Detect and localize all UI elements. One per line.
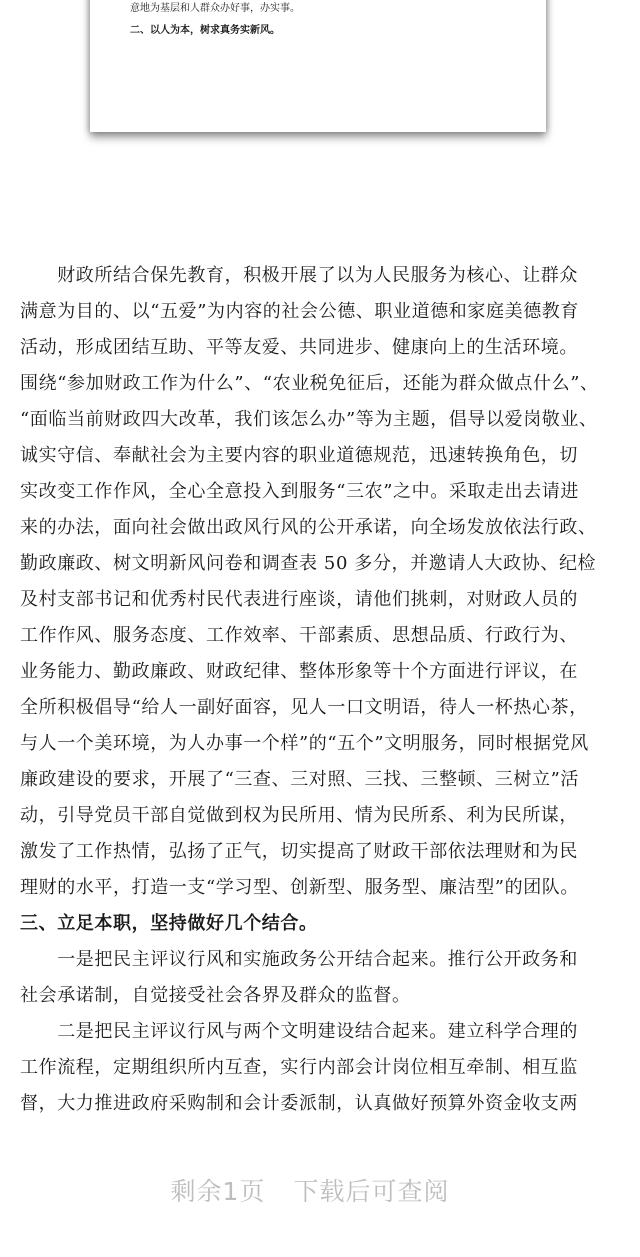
paragraph-line: 诚实守信、奉献社会为主要内容的职业道德规范，迅速转换角色，切: [20, 445, 578, 466]
paragraph-line: 一是把民主评议行风和实施政务公开结合起来。推行公开政务和: [20, 949, 578, 970]
section-heading: 三、立足本职，坚持做好几个结合。: [20, 913, 318, 934]
paragraph-line: 与人一个美环境，为人办事一个样”的“五个”文明服务，同时根据党风: [20, 733, 589, 754]
paragraph-line: 工作作风、服务态度、工作效率、干部素质、思想品质、行政行为、: [20, 625, 578, 646]
download-prompt[interactable]: [0, 1172, 620, 1208]
paragraph-line: 理财的水平，打造一支“学习型、创新型、服务型、廉洁型”的团队。: [20, 877, 580, 898]
paragraph-line: 及村支部书记和优秀村民代表进行座谈，请他们挑刺，对财政人员的: [20, 589, 578, 610]
paragraph-line: 勤政廉政、树文明新风问卷和调查表 50 多分，并邀请人大政协、纪检: [20, 553, 597, 574]
paragraph-line: 围绕“参加财政工作为什么”、“农业税免征后，还能为群众做点什么”、: [20, 373, 599, 394]
paragraph-line: 业务能力、勤政廉政、财政纪律、整体形象等十个方面进行评议，在: [20, 661, 578, 682]
paragraph-line: 工作流程，定期组织所内互查，实行内部会计岗位相互牵制、相互监: [20, 1057, 578, 1078]
paragraph-line: 督，大力推进政府采购制和会计委派制，认真做好预算外资金收支两: [20, 1093, 578, 1114]
paragraph-line: 来的办法，面向社会做出政风行风的公开承诺，向全场发放依法行政、: [20, 517, 597, 538]
paragraph-line: 全所积极倡导“给人一副好面容，见人一口文明语，待人一杯热心茶，: [20, 697, 588, 718]
preview-text-line: 意地为基层和人群众办好事，办实事。: [130, 3, 300, 14]
paragraph-line: 财政所结合保先教育，积极开展了以为人民服务为核心、让群众: [20, 265, 578, 286]
paragraph-line: 满意为目的、以“五爱”为内容的社会公德、职业道德和家庭美德教育: [20, 301, 580, 322]
paragraph-line: 二是把民主评议行风与两个文明建设结合起来。建立科学合理的: [20, 1021, 578, 1042]
remaining-pages-label[interactable]: 剩余1页: [170, 1177, 266, 1206]
paragraph-line: 社会承诺制，自觉接受社会各界及群众的监督。: [20, 985, 411, 1006]
paragraph-line: 活动，形成团结互助、平等友爱、共同进步、健康向上的生活环境。: [20, 337, 578, 358]
page-preview-card: [90, 0, 546, 132]
preview-heading: 二、以人为本，树求真务实新风。: [130, 25, 280, 36]
paragraph-line: 动，引导党员干部自觉做到权为民所用、情为民所系、利为民所谋，: [20, 805, 578, 826]
download-to-view-label[interactable]: 下载后可查阅: [293, 1177, 450, 1206]
paragraph-line: “面临当前财政四大改革，我们该怎么办”等为主题，倡导以爱岗敬业、: [20, 409, 598, 430]
paragraph-line: 廉政建设的要求，开展了“三查、三对照、三找、三整顿、三树立”活: [20, 769, 580, 790]
paragraph-line: 激发了工作热情，弘扬了正气，切实提高了财政干部依法理财和为民: [20, 841, 578, 862]
paragraph-line: 实改变工作作风，全心全意投入到服务“三农”之中。采取走出去请进: [20, 481, 580, 502]
document-body: [20, 258, 630, 1122]
